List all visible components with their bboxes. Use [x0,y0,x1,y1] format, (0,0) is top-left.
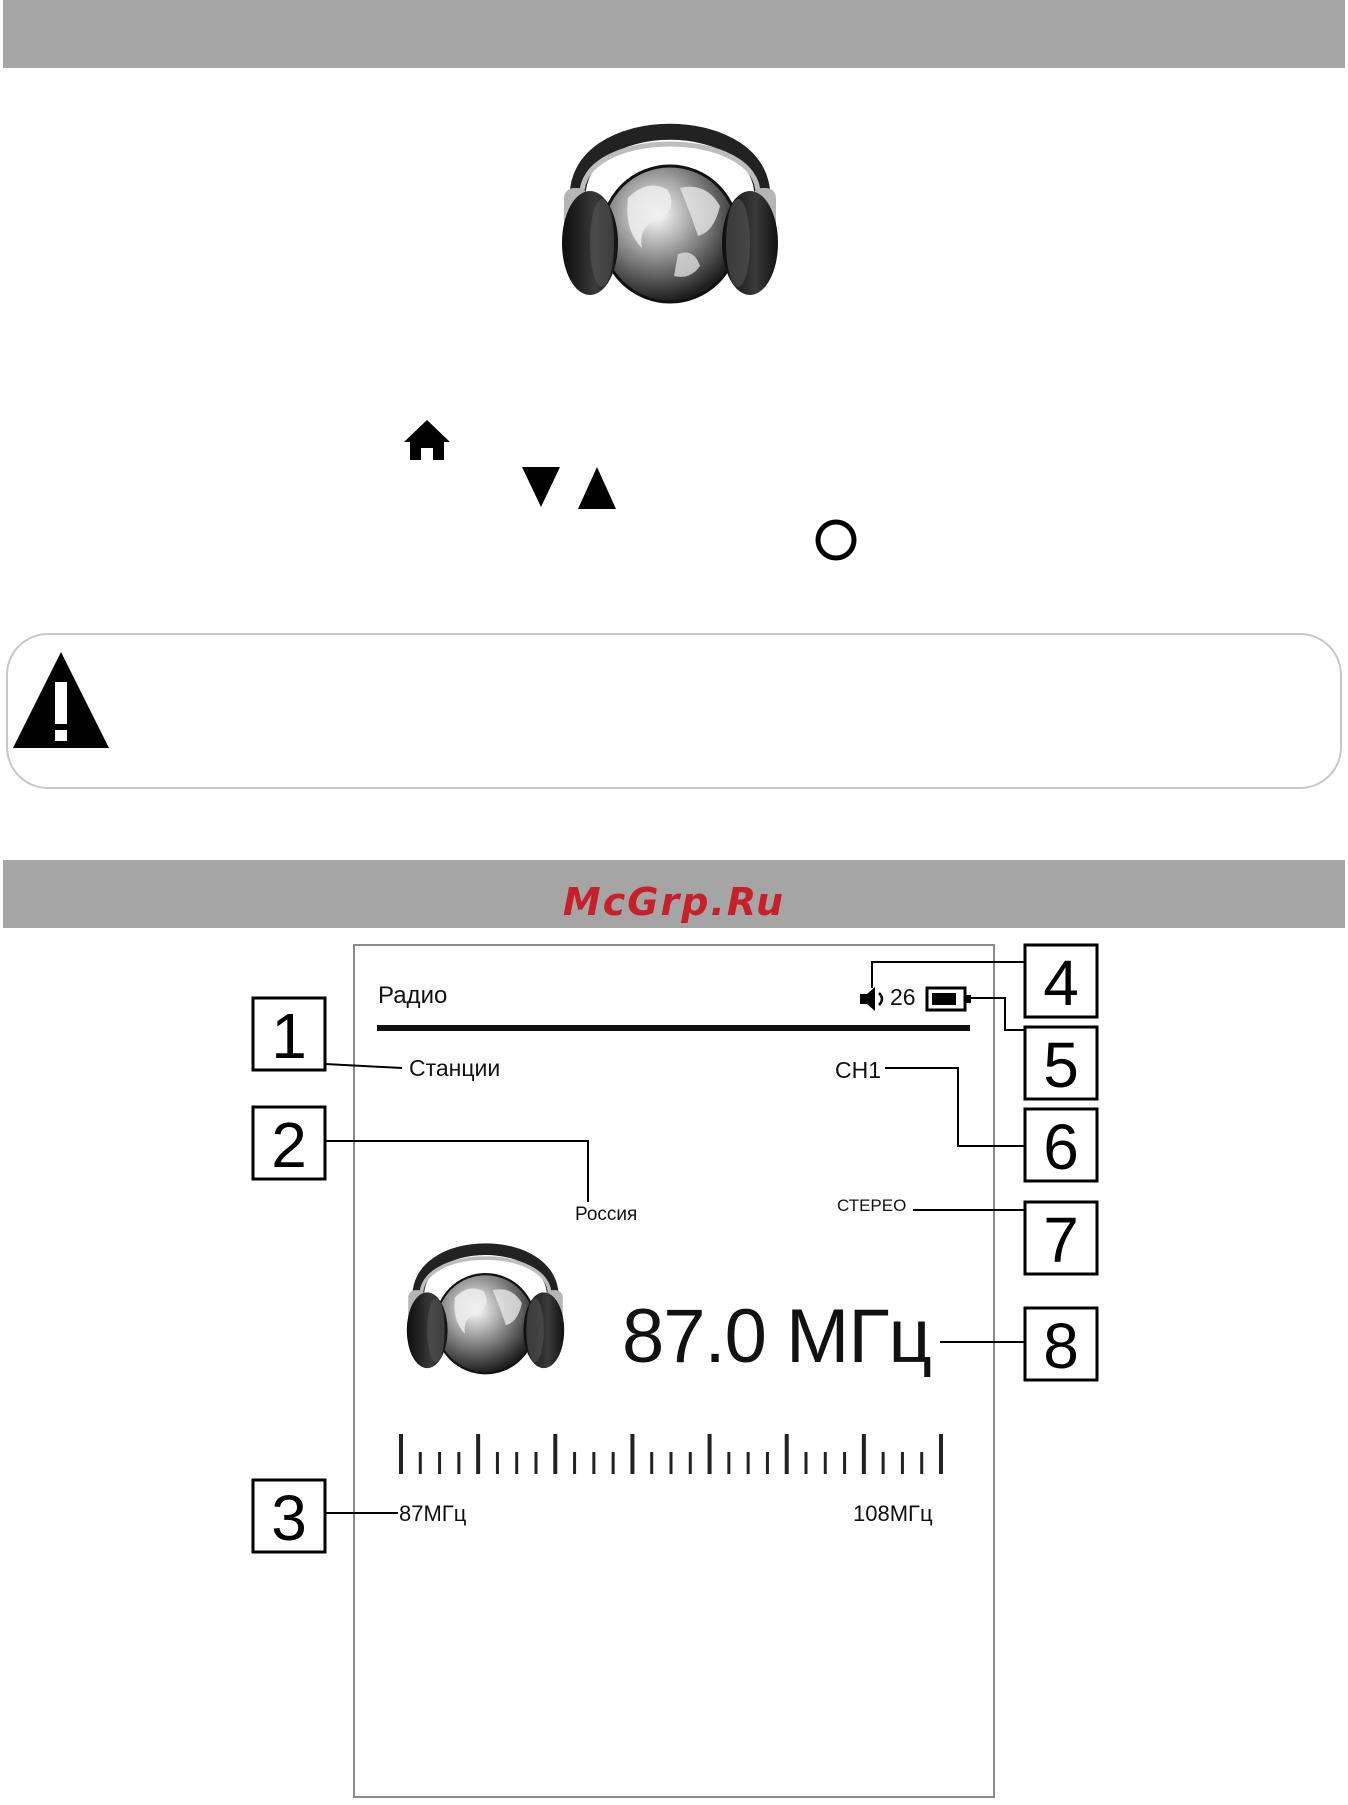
region-label: Россия [575,1204,638,1225]
callout-6: 6 [1043,1111,1079,1183]
screen-title: Радио [378,982,448,1009]
volume-level: 26 [890,984,916,1010]
callout-8: 8 [1043,1310,1079,1382]
stereo-indicator: СТЕРЕО [837,1196,907,1215]
frequency-display: 87.0 МГц [622,1294,932,1379]
watermark: McGrp.Ru [562,880,786,924]
callout-2: 2 [271,1109,307,1181]
callout-5: 5 [1043,1029,1079,1101]
channel-label: CH1 [835,1057,882,1083]
scale-max-label: 108МГц [853,1501,933,1526]
stations-label: Станции [409,1055,501,1081]
callout-7: 7 [1043,1204,1079,1276]
callout-1: 1 [271,1000,307,1072]
callout-4: 4 [1043,947,1079,1019]
scale-min-label: 87МГц [399,1501,467,1526]
callout-3: 3 [271,1482,307,1554]
